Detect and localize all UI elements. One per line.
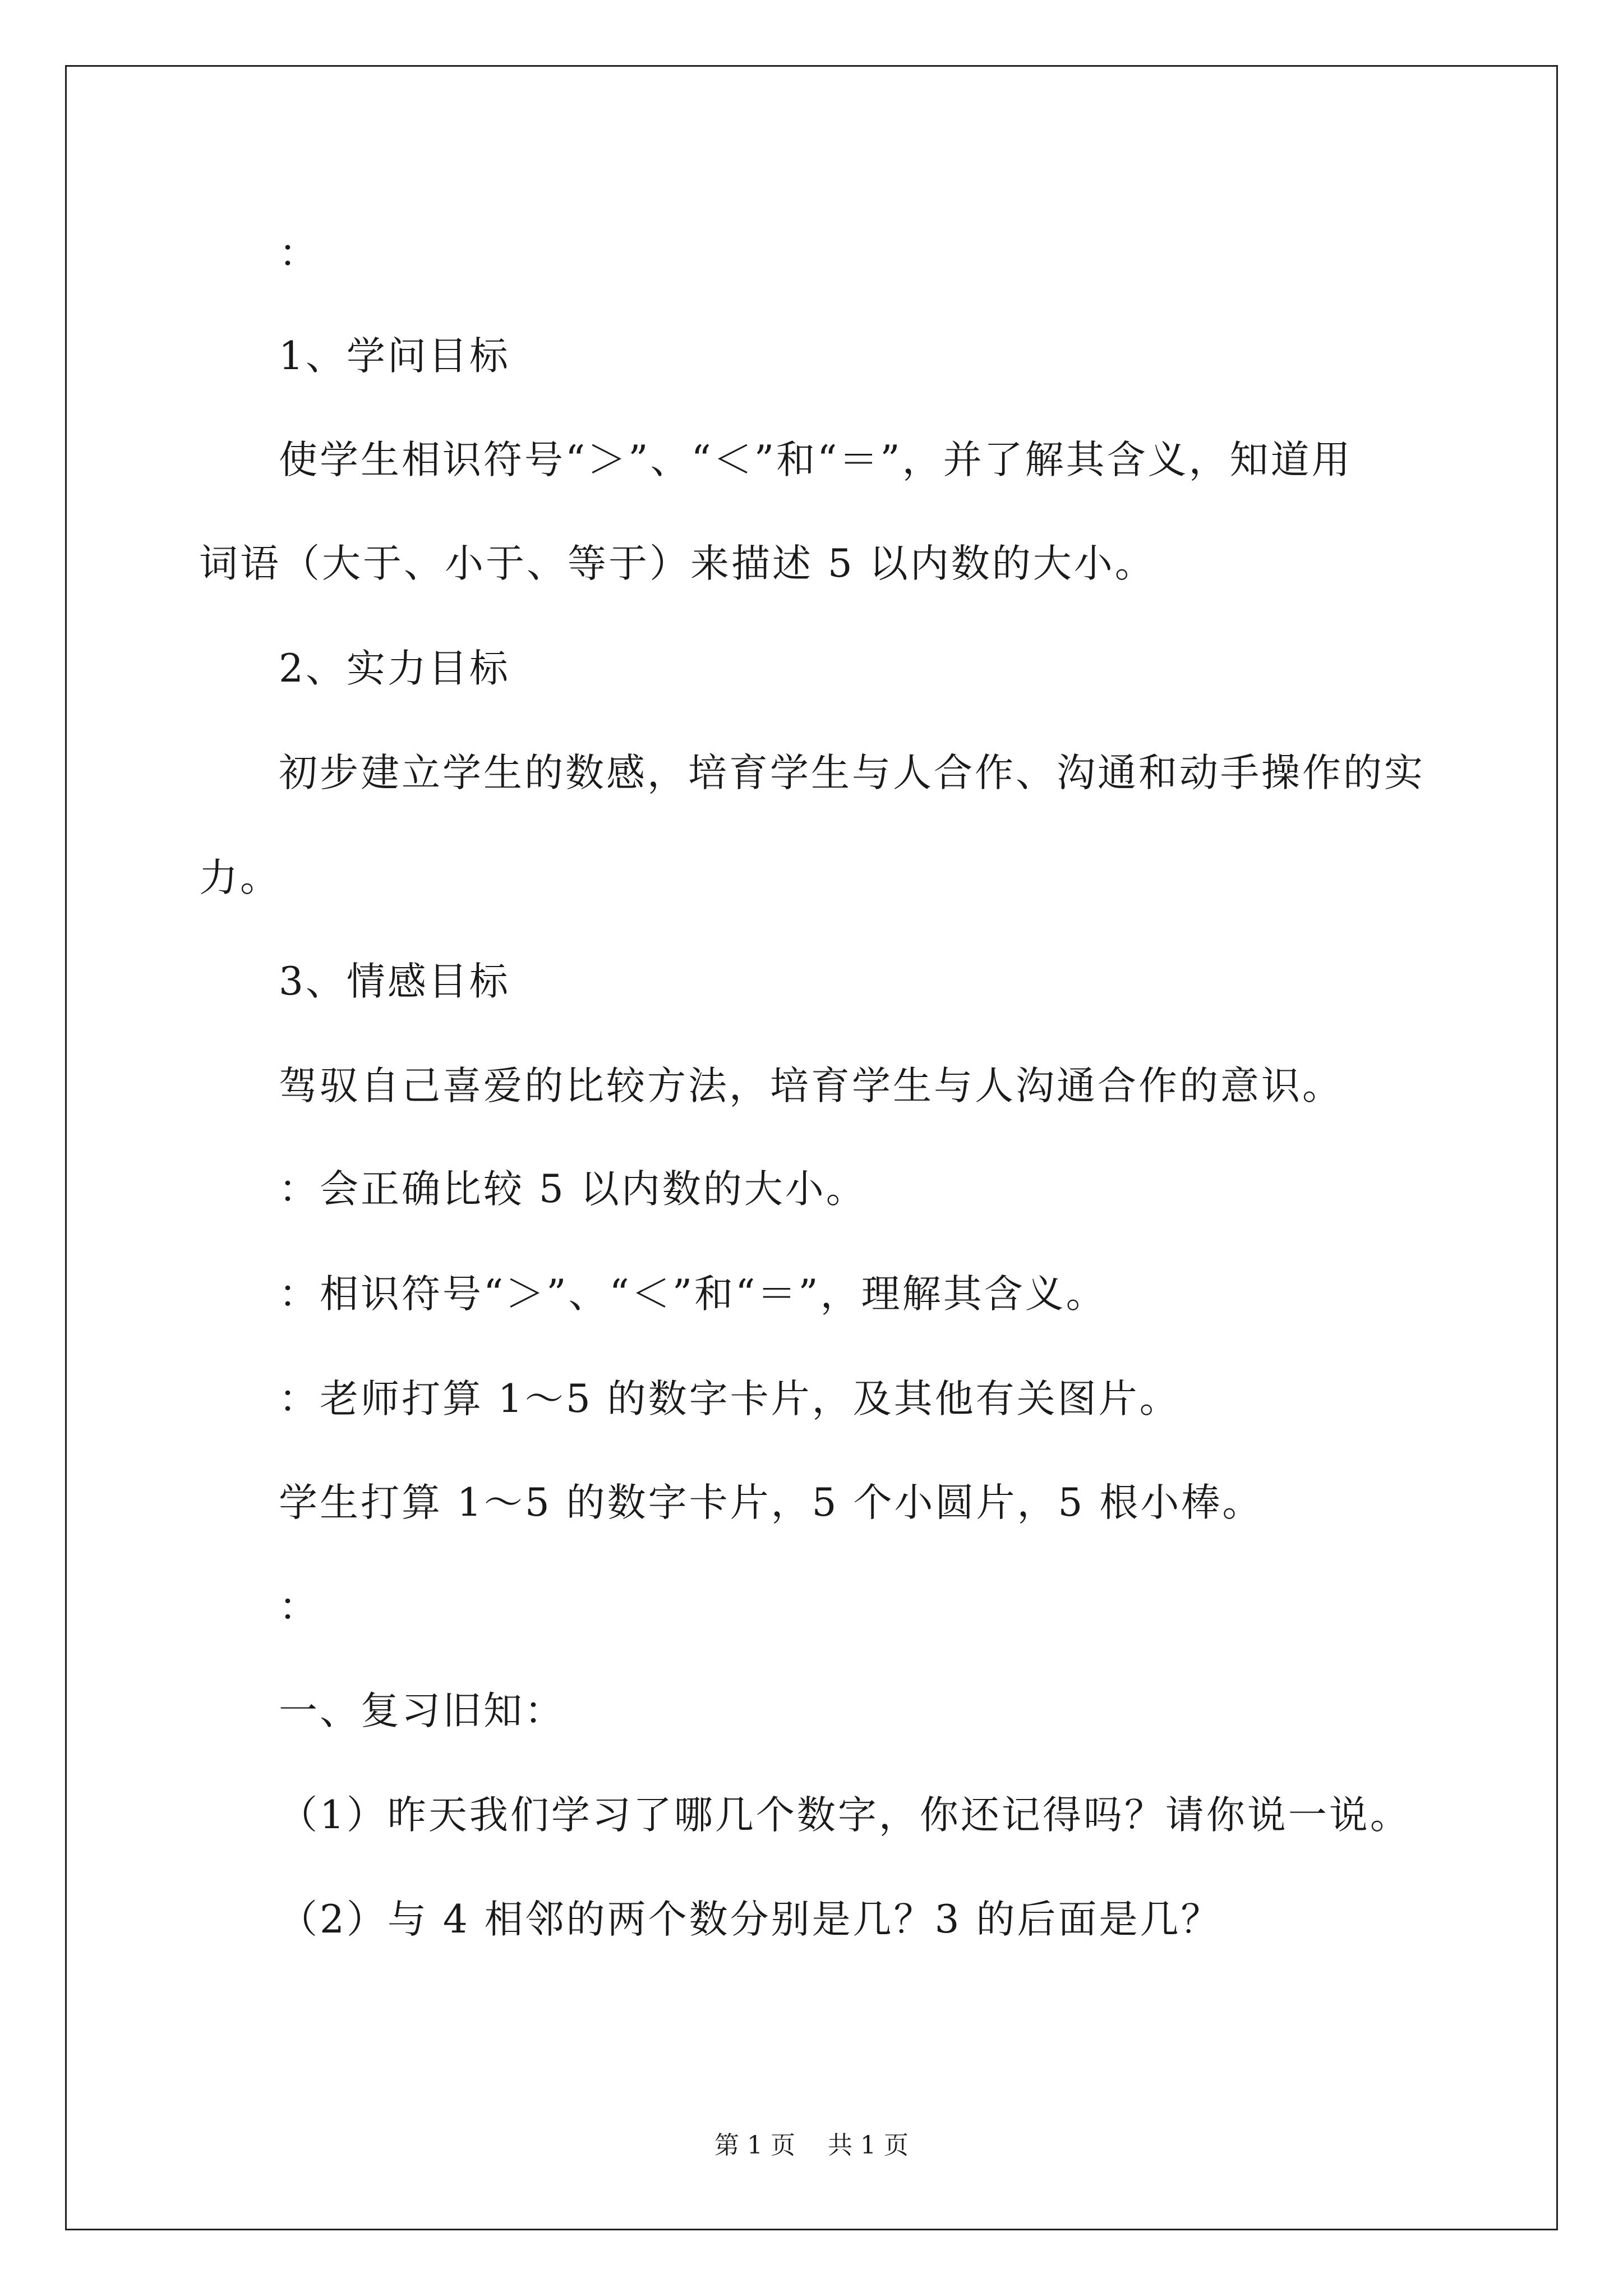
colon-line-1: ：: [279, 231, 320, 276]
heading-ability-goal: 2、实力目标: [279, 646, 510, 691]
paragraph-line: 力。: [199, 855, 281, 900]
question-line-1: （1）昨天我们学习了哪几个数字，你还记得吗？请你说一说。: [279, 1793, 1411, 1838]
key-point-line: ：会正确比较 5 以内数的大小。: [279, 1167, 867, 1212]
paragraph-line: 驾驭自己喜爱的比较方法，培育学生与人沟通合作的意识。: [279, 1064, 1343, 1108]
paragraph-line: 使学生相识符号“＞”、“＜”和“＝”，并了解其含义，知道用: [279, 438, 1353, 482]
difficulty-line: ：相识符号“＞”、“＜”和“＝”，理解其含义。: [279, 1272, 1107, 1317]
heading-knowledge-goal: 1、学问目标: [279, 334, 510, 379]
colon-line-2: ：: [279, 1585, 320, 1630]
section-heading-review: 一、复习旧知：: [279, 1688, 565, 1733]
preparation-line: ：老师打算 1～5 的数字卡片，及其他有关图片。: [279, 1377, 1181, 1421]
student-preparation-line: 学生打算 1～5 的数字卡片，5 个小圆片，5 根小棒。: [279, 1480, 1264, 1525]
page-number-footer: 第 1 页 共 1 页: [714, 2131, 909, 2160]
question-line-2: （2）与 4 相邻的两个数分别是几？3 的后面是几？: [279, 1897, 1222, 1942]
heading-emotion-goal: 3、情感目标: [279, 959, 510, 1004]
paragraph-line: 初步建立学生的数感，培育学生与人合作、沟通和动手操作的实: [279, 751, 1425, 795]
paragraph-line: 词语（大于、小于、等于）来描述 5 以内数的大小。: [199, 541, 1156, 586]
